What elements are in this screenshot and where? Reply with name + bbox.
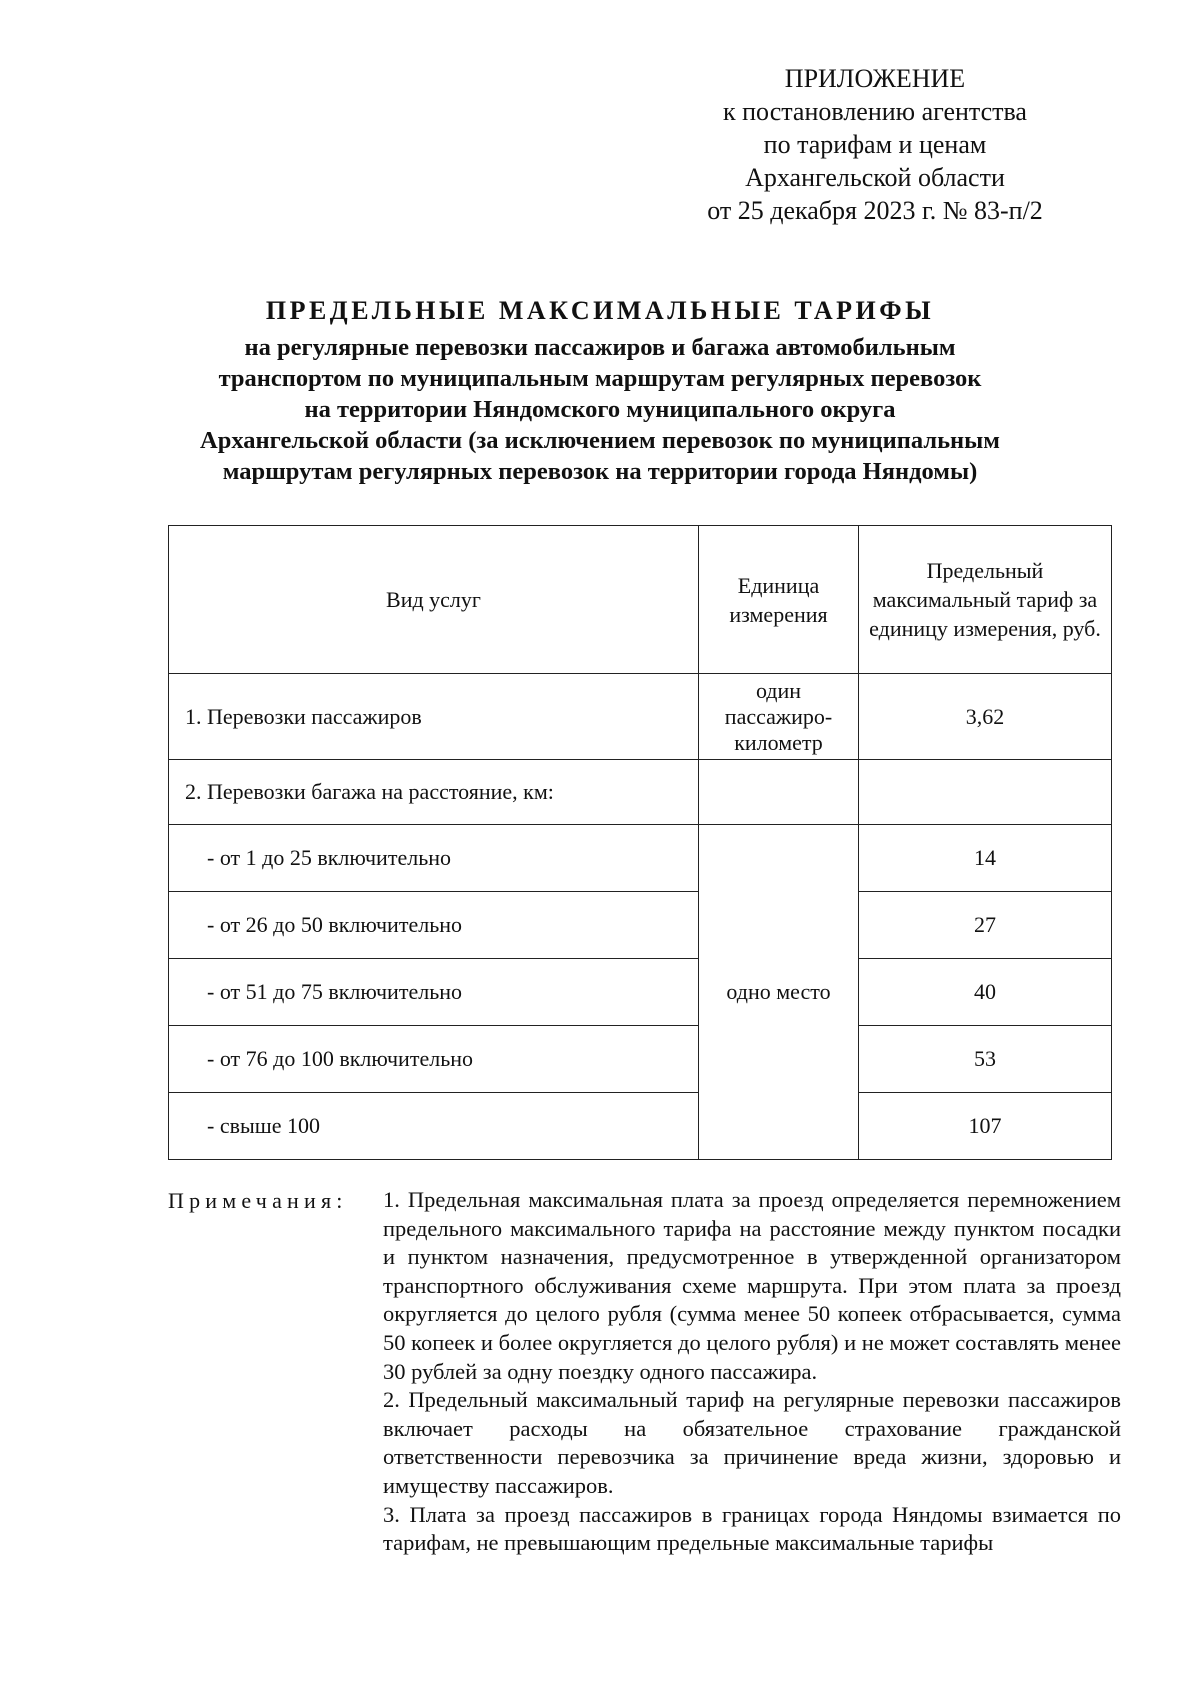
table-row [169,959,1112,1026]
cell-rate: 53 [859,1026,1112,1093]
cell-rate: 107 [859,1093,1112,1160]
table-row [169,674,1112,760]
cell-service: - от 26 до 50 включительно [169,892,699,959]
appendix-date-number: от 25 декабря 2023 г. № 83-п/2 [707,196,1043,225]
table-row [169,760,1112,825]
header-service: Вид услуг [169,526,699,674]
appendix-header [640,62,1110,227]
document-subtitle [100,332,1100,487]
note-item: 3. Плата за проезд пассажиров в границах города Няндомы взимается по тарифам, не превышающим предельные максимальные тарифы [383,1501,1121,1556]
notes-label: Примечания: [168,1188,348,1213]
cell-rate: 27 [859,892,1112,959]
header-unit: Единица измерения [699,526,859,674]
cell-service: - от 51 до 75 включительно [169,959,699,1026]
cell-service: 2. Перевозки багажа на расстояние, км: [169,760,699,825]
cell-service: - свыше 100 [169,1093,699,1160]
table-row [169,1093,1112,1160]
tariff-table [168,525,1112,1160]
cell-unit: один пассажиро-километр [699,674,859,760]
cell-unit-empty [699,760,859,825]
cell-unit-merged: одно место [699,825,859,1160]
table-row [169,892,1112,959]
table-row [169,825,1112,892]
cell-rate: 3,62 [859,674,1112,760]
notes-list [383,1186,1121,1558]
cell-rate: 40 [859,959,1112,1026]
subtitle-line: на территории Няндомского муниципального округа [304,396,896,423]
table-header-row [169,526,1112,674]
table-row [169,1026,1112,1093]
cell-service: 1. Перевозки пассажиров [169,674,699,760]
subtitle-line: маршрутам регулярных перевозок на территории города Няндомы) [222,458,978,485]
subtitle-line: транспортом по муниципальным маршрутам регулярных перевозок [218,365,982,392]
appendix-title: ПРИЛОЖЕНИЕ [784,64,966,93]
appendix-line: к постановлению агентства [723,97,1027,126]
cell-rate-empty [859,760,1112,825]
document-title: ПРЕДЕЛЬНЫЕ МАКСИМАЛЬНЫЕ ТАРИФЫ [265,296,935,325]
appendix-line: Архангельской области [745,163,1005,192]
subtitle-line: Архангельской области (за исключением перевозок по муниципальным [200,427,1000,454]
subtitle-line: на регулярные перевозки пассажиров и багажа автомобильным [244,334,956,361]
cell-rate: 14 [859,825,1112,892]
header-rate: Предельный максимальный тариф за единицу измерения, руб. [859,526,1112,674]
appendix-line: по тарифам и ценам [763,130,987,159]
note-item: 2. Предельный максимальный тариф на регулярные перевозки пассажиров включает расходы на обязательное страхование гражданской ответственности перевозчика за причинение вреда жизни, здоровью и имуществу пассажиров. [383,1387,1121,1498]
cell-service: - от 1 до 25 включительно [169,825,699,892]
note-item: 1. Предельная максимальная плата за проезд определяется перемножением предельного максимального тарифа на расстояние между пунктом посадки и пунктом назначения, предусмотренное в утвержденной организатором транспортного обслуживания схеме маршрута. При этом плата за проезд округляется до целого рубля (сумма менее 50 копеек отбрасывается, сумма 50 копеек и более округляется до целого рубля) и не может составлять менее 30 рублей за одну поездку одного пассажира. [383,1187,1121,1384]
cell-service: - от 76 до 100 включительно [169,1026,699,1093]
